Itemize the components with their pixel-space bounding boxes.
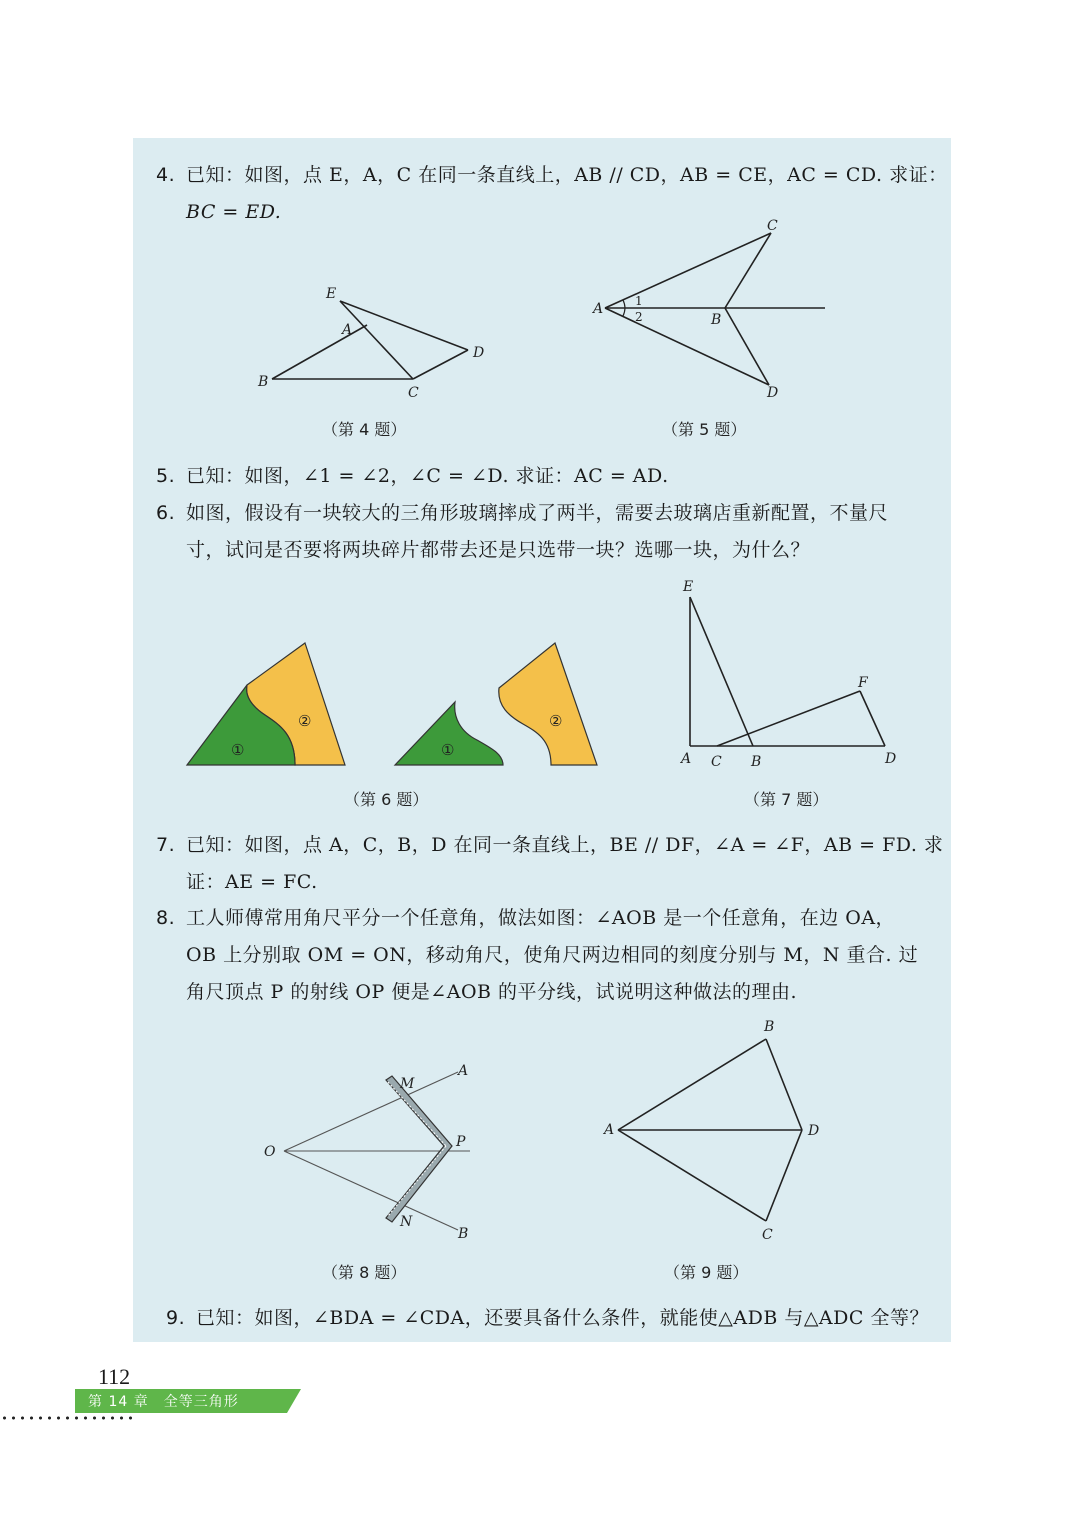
question-6-line-2: 寸，试问是否要将两块碎片都带去还是只选带一块？选哪一块，为什么？ [186,539,811,561]
figure-8 [258,1060,478,1245]
fig7-label-d: D [885,751,897,767]
figure-6 [185,640,605,770]
fig6-left-label-1: ① [231,741,245,759]
fig7-label-e: E [683,579,694,595]
question-8-line-2: OB 上分别取 OM = ON，移动角尺，使角尺两边相同的刻度分别与 M，N 重合. 过 [186,944,919,966]
fig8-label-o: O [264,1144,276,1160]
fig4-label-a: A [342,322,353,338]
page-number: 112 [98,1364,131,1389]
fig5-label-c: C [767,218,778,234]
question-8-line-1: 工人师傅常用角尺平分一个任意角，做法如图：∠AOB 是一个任意角，在边 OA， [186,907,896,929]
caption-fig-7: （第 7 题） [744,790,829,809]
chapter-title: 第 14 章 全等三角形 [88,1394,239,1410]
figure-9 [600,1015,830,1245]
fig6-right-label-2: ② [549,712,563,730]
fig5-label-a: A [593,301,604,317]
fig8-label-a: A [458,1063,469,1079]
question-6 [156,495,888,569]
fig8-label-m: M [400,1076,415,1092]
fig5-label-b: B [711,312,722,328]
figure-5 [585,215,835,400]
question-5-number: 5. [156,465,176,487]
fig8-label-p: P [456,1134,466,1150]
fig9-label-d: D [808,1123,820,1139]
question-7-line-1: 已知：如图，点 A，C，B，D 在同一条直线上，BE // DF，∠A = ∠F，AB = FD. 求 [186,834,944,856]
question-9-line-1: 已知：如图，∠BDA = ∠CDA，还要具备什么条件，就能使△ADB 与△ADC 全等？ [196,1307,929,1329]
fig8-label-n: N [400,1214,413,1230]
fig6-right-yellow-piece [499,643,597,765]
fig7-label-c: C [711,754,722,770]
question-7-number: 7. [156,834,176,856]
fig9-label-b: B [764,1019,775,1035]
caption-fig-6: （第 6 题） [344,790,429,809]
fig4-label-b: B [258,374,269,390]
figure-4 [250,280,510,405]
carpenter-square [386,1076,452,1222]
question-5-line-1: 已知：如图，∠1 = ∠2，∠C = ∠D. 求证：AC = AD. [186,465,669,487]
question-9 [166,1300,929,1337]
caption-fig-9: （第 9 题） [664,1263,749,1282]
fig5-angle-1: 1 [635,294,643,308]
question-7-line-2: 证：AE = FC. [186,871,318,893]
question-9-number: 9. [166,1307,186,1329]
fig8-label-b: B [458,1226,469,1242]
figure-7 [675,575,905,775]
fig6-right-label-1: ① [441,741,455,759]
fig9-label-c: C [762,1227,773,1243]
fig4-label-d: D [473,345,485,361]
question-8-line-3: 角尺顶点 P 的射线 OP 便是∠AOB 的平分线，试说明这种做法的理由. [186,981,798,1003]
question-4-line-1: 已知：如图，点 E，A，C 在同一条直线上，AB // CD，AB = CE，AC = CD. 求证： [186,164,948,186]
fig5-label-d: D [767,385,779,401]
caption-fig-5: （第 5 题） [662,420,747,439]
dotted-rule [0,1416,136,1420]
question-7 [156,827,943,901]
question-8-number: 8. [156,907,176,929]
fig4-label-c: C [408,385,419,401]
caption-fig-8: （第 8 题） [322,1263,407,1282]
fig9-label-a: A [604,1122,615,1138]
question-6-number: 6. [156,502,176,524]
fig6-left-label-2: ② [298,712,312,730]
question-4-number: 4. [156,164,176,186]
fig7-label-b: B [751,754,762,770]
fig7-label-f: F [858,675,868,691]
caption-fig-4: （第 4 题） [322,420,407,439]
fig4-label-e: E [326,286,337,302]
question-4-line-2: BC = ED. [186,201,282,223]
question-6-line-1: 如图，假设有一块较大的三角形玻璃摔成了两半，需要去玻璃店重新配置，不量尺 [186,502,889,524]
question-5 [156,458,669,495]
fig7-label-a: A [681,751,692,767]
question-8 [156,900,918,1011]
fig5-angle-2: 2 [635,310,643,324]
